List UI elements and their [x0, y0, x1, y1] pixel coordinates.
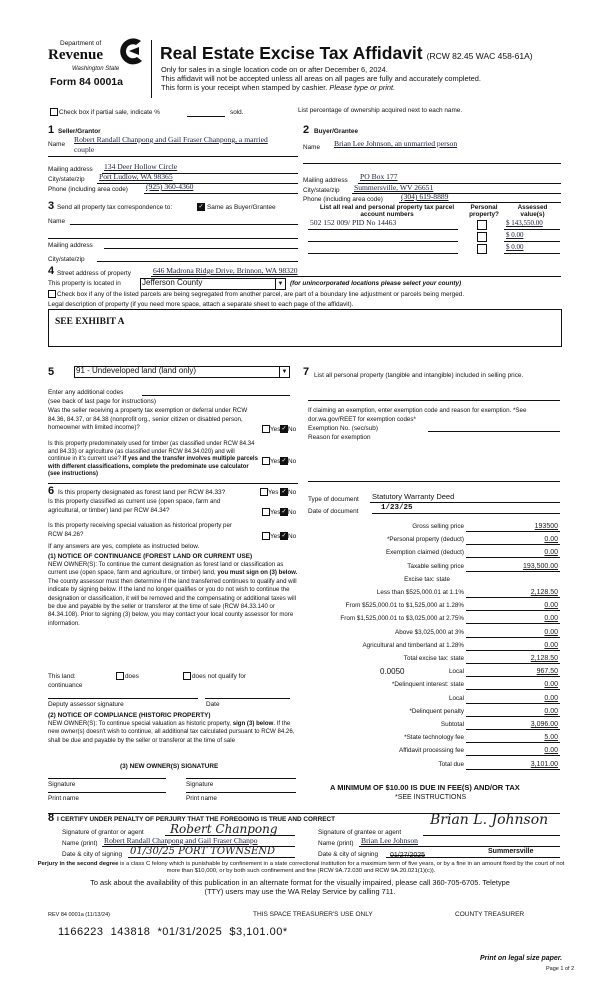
- legal-paper-note: Print on legal size paper.: [480, 955, 563, 962]
- tax-row-label: Taxable selling price: [407, 562, 464, 570]
- receipt-note: This form is your receipt when stamped by cashier.: [161, 83, 328, 92]
- perjury-text: is a class C felony which is punishable by confinement in a state correctional institution for a maximum term of five years, or by a fine in an amount fixed by the court of not more than $10,000, or by both such confinement and fine (RCW 9A.72.030 and RCW 9A.20.021(1)(c)).: [118, 861, 565, 874]
- same-as-buyer-label: Same as Buyer/Grantee: [207, 204, 276, 211]
- seller-name-label: Name: [48, 141, 66, 148]
- codes-label: Enter any additional codes: [48, 389, 124, 396]
- section-7-number: 7: [303, 366, 310, 378]
- partial-sale-percent-field[interactable]: [187, 116, 225, 117]
- yes-label: Yes: [268, 489, 279, 496]
- tax-row-line: [466, 703, 560, 704]
- chevron-down-icon[interactable]: ▼: [275, 279, 285, 289]
- doc-date[interactable]: 1/23/25: [381, 504, 413, 512]
- deputy-label: Deputy assessor signature: [48, 701, 124, 708]
- section-2-number: 2: [303, 124, 310, 136]
- tax-row-line: [466, 689, 560, 690]
- tax-row-value[interactable]: 5.00: [544, 734, 558, 742]
- tax-row-label: Affidavit processing fee: [399, 747, 464, 755]
- parcel-number[interactable]: 502 152 009/ PID No 14463: [310, 218, 397, 227]
- tax-row-line: [466, 769, 560, 770]
- exemption-reason-label: Reason for exemption: [308, 434, 371, 441]
- tax-row-value[interactable]: 2,128.50: [530, 589, 558, 596]
- doc-date-label: Date of document: [308, 508, 359, 515]
- seller-heading: Seller/Grantor: [58, 128, 101, 135]
- assessed-value-line: [504, 229, 560, 230]
- tax-row-value[interactable]: 0.00: [544, 602, 558, 610]
- doc-type-label: Type of document: [308, 496, 359, 503]
- tax-row-label: *Personal property (deduct): [386, 536, 464, 544]
- forest-yes-checkbox[interactable]: [260, 488, 268, 496]
- personal-property-field[interactable]: [308, 400, 560, 401]
- tax-row-label: *Delinquent penalty: [409, 707, 464, 715]
- tax-row-value[interactable]: 0.00: [544, 536, 558, 544]
- tax-row-line: [466, 597, 560, 598]
- deputy-date-label: Date: [206, 701, 220, 708]
- partial-sale-checkbox[interactable]: [50, 108, 58, 116]
- does-not-checkbox[interactable]: [183, 672, 191, 680]
- tax-row-label: Local: [448, 694, 464, 702]
- page-title: Real Estate Excise Tax Affidavit: [160, 43, 423, 63]
- tax-row-value[interactable]: 967.50: [536, 668, 558, 676]
- doc-type[interactable]: Statutory Warranty Deed: [372, 492, 455, 501]
- partial-sale-suffix: sold.: [230, 109, 244, 116]
- seller-city-line: [97, 183, 298, 184]
- tax-section-label: Excise tax: state: [404, 575, 450, 583]
- personal-property-checkbox[interactable]: [477, 220, 487, 230]
- codes-note: (see back of last page for instructions): [48, 398, 156, 405]
- dept-name: Revenue: [48, 47, 103, 63]
- section-6-number: 6: [48, 485, 55, 497]
- segregated-label: Check box if any of the listed parcels are being segregated from another parcel, are part of a boundary line adjustment or parcels being merged.: [57, 291, 465, 298]
- tax-row-label: Subtotal: [440, 721, 464, 728]
- tax-row-label: *Delinquent interest: state: [391, 681, 464, 689]
- seller-mail[interactable]: 134 Deer Hollow Circle: [104, 162, 178, 171]
- grantor-date-line: [128, 857, 295, 858]
- tax-row-label: From $525,000.01 to $1,525,000 at 1.28%: [345, 602, 464, 610]
- exemption-yes-checkbox[interactable]: [262, 425, 270, 433]
- tax-row-value[interactable]: 0.00: [544, 747, 558, 755]
- yes-label: Yes: [270, 509, 281, 516]
- q-current-use: Is this property classified as current use (open space, farm and agricultural, or timber) land per RCW 84.34?: [48, 498, 221, 514]
- tax-row-line: [466, 716, 560, 717]
- buyer-mail[interactable]: PO Box 177: [360, 172, 398, 181]
- seller-city-label: City/state/zip: [48, 176, 85, 183]
- minimum-due-note: A MINIMUM OF $10.00 IS DUE IN FEE(S) AND/OR TAX: [330, 783, 520, 792]
- buyer-name-line: [303, 163, 561, 164]
- new-owner-signature-title: (3) NEW OWNER(S) SIGNATURE: [120, 763, 219, 770]
- no-label: No: [288, 509, 297, 516]
- yes-label: Yes: [270, 533, 281, 540]
- segregated-checkbox[interactable]: [48, 290, 56, 298]
- assessed-value[interactable]: $ 0.00: [506, 243, 524, 251]
- subtitle-2: This affidavit will not be accepted unless all areas on all pages are fully and accurately completed.: [161, 74, 481, 83]
- grantee-city[interactable]: Summersville: [488, 848, 534, 855]
- tax-row-value[interactable]: 2,128.50: [530, 655, 558, 662]
- q-timber: [48, 441, 258, 479]
- dor-logo-icon: [115, 37, 145, 65]
- historical-yes-checkbox[interactable]: [262, 532, 270, 540]
- grantee-name-label: Name (print): [318, 840, 354, 847]
- section-4-number: 4: [48, 265, 55, 277]
- n2-a: NEW OWNER(S): To continue special valuation as historic property,: [48, 720, 231, 727]
- continuance-label: continuance: [48, 682, 83, 689]
- treasurer-receipt-stamp: 1166223 143818 *01/31/2025 $3,101.00*: [58, 926, 288, 938]
- section-8-number: 8: [48, 812, 55, 824]
- buyer-heading: Buyer/Grantee: [314, 128, 359, 135]
- section-1-number: 1: [48, 124, 55, 136]
- tax-row-line: [466, 557, 560, 558]
- land-use-select[interactable]: [74, 366, 290, 378]
- seller-name-line: [48, 156, 298, 157]
- seller-phone-label: Phone (including area code): [48, 186, 128, 193]
- notice-continuance-text: [48, 561, 303, 628]
- grantor-name-label: Name (print): [62, 840, 98, 847]
- tax-row-value[interactable]: 0.00: [544, 628, 558, 636]
- tax-row-value[interactable]: 0.00: [544, 694, 558, 702]
- seller-name-cont[interactable]: couple: [74, 145, 95, 154]
- property-street[interactable]: 646 Madrona Ridge Drive, Brinnon, WA 98320: [153, 266, 298, 275]
- grantee-name-line: [359, 846, 560, 847]
- section-divider: [48, 483, 298, 484]
- n2-c: . If the new owner(s) doesn't wish to continue, all additional tax calculated pursuant to RCW 84.26, shall be due and payable by the seller or transferor at the time of sale: [48, 720, 295, 744]
- n1-b: you must sign on (3) below.: [217, 569, 298, 577]
- perjury-notice: [36, 861, 566, 875]
- tax-row-label: Exemption claimed (deduct): [385, 549, 464, 557]
- tax-row-label: Agricultural and timberland at 1.28%: [362, 641, 464, 649]
- tax-row-line: [466, 531, 560, 532]
- buyer-phone[interactable]: (304) 619-8889: [401, 192, 449, 201]
- corr-name-line2: [48, 238, 298, 239]
- see-instructions: *SEE INSTRUCTIONS: [395, 794, 467, 801]
- subtitle-1: Only for sales in a single location code on or after December 6, 2024.: [161, 65, 388, 74]
- no-label: No: [288, 533, 297, 540]
- correspondence-label: Send all property tax correspondence to:: [57, 204, 173, 211]
- legal-label: Legal description of property (if you need more space, attach a separate sheet to each page of the affidavit).: [48, 301, 354, 308]
- county-value: Jefferson County: [142, 278, 203, 287]
- section-3-number: 3: [48, 200, 55, 212]
- dept-line1: Department of: [60, 40, 102, 47]
- seller-phone[interactable]: (925) 360-4360: [146, 182, 194, 191]
- personal-col-header: Personal property?: [469, 204, 499, 219]
- parcel-number-line: [308, 253, 458, 254]
- grantee-date[interactable]: 01/27/2025: [390, 852, 426, 859]
- seller-mail-label: Mailing address: [48, 166, 93, 173]
- owner2-signature-field[interactable]: [186, 778, 296, 779]
- n1-a: NEW OWNER(S): To continue the current designation as forest land or classification as current use (open space, farm and agriculture, or timber) land,: [48, 561, 284, 577]
- tax-row-line: [466, 742, 560, 743]
- tax-row-label: Local: [448, 668, 464, 676]
- tax-row-line: [466, 650, 560, 651]
- no-label: No: [288, 426, 297, 433]
- q-historical: Is this property receiving special valuation as historical property per RCW 84.26?: [48, 522, 232, 538]
- does-checkbox[interactable]: [116, 672, 124, 680]
- parcel-number-line: [308, 241, 458, 242]
- print-name-label: Print name: [48, 795, 79, 802]
- form-number: Form 84 0001a: [50, 76, 123, 88]
- corr-name-field[interactable]: [70, 224, 298, 225]
- tax-row-value[interactable]: 0.00: [544, 549, 558, 557]
- tax-row-line: [466, 610, 560, 611]
- tax-row-line: [466, 755, 560, 756]
- owner1-print-field[interactable]: [48, 792, 166, 793]
- timber-yes-checkbox[interactable]: [262, 457, 270, 465]
- legal-description-box[interactable]: [48, 309, 562, 347]
- tax-row-label: Gross selling price: [412, 523, 464, 530]
- buyer-mail-label: Mailing address: [303, 177, 348, 184]
- yes-label: Yes: [270, 458, 281, 465]
- current-use-no-checkbox[interactable]: ✓: [281, 509, 287, 515]
- grantor-date-label: Date & city of signing: [62, 851, 123, 858]
- grantor-signature[interactable]: Robert Chanpong: [170, 822, 278, 836]
- corr-city-label: City/state/zip: [48, 256, 85, 263]
- seller-city[interactable]: Port Ludlow, WA 98365: [99, 172, 173, 181]
- tax-row-value[interactable]: 0.00: [544, 641, 558, 649]
- timber-no-checkbox[interactable]: ✓: [281, 458, 287, 464]
- this-land-label: This land:: [48, 673, 76, 680]
- page-number: Page 1 of 2: [546, 966, 575, 972]
- grantee-sig-label: Signature of grantee or agent: [318, 829, 402, 836]
- street-line: [151, 276, 561, 277]
- assessed-value[interactable]: $ 0.00: [506, 231, 524, 239]
- tax-row-label: Total due: [438, 760, 464, 768]
- if-yes-note: If any answers are yes, complete as instructed below.: [48, 543, 200, 550]
- tax-row-value[interactable]: 3,101.00: [530, 760, 558, 768]
- revision-code: REV 84 0001a (11/13/24): [48, 912, 110, 918]
- assessed-value-line: [504, 253, 560, 254]
- doc-date-line: [372, 513, 560, 514]
- exemption-note: If claiming an exemption, enter exemption code and reason for exemption. *See dor.wa.gov/REET for exemption codes*: [308, 407, 527, 423]
- grantee-name[interactable]: Brian Lee Johnson: [361, 836, 418, 845]
- does-not-label: does not qualify for: [192, 673, 246, 680]
- tax-row-label: *State technology fee: [404, 734, 464, 742]
- tax-row-label: Above $3,025,000 at 3%: [395, 628, 464, 636]
- owner2-print-field[interactable]: [186, 792, 296, 793]
- q-forest: Is this property designated as forest land per RCW 84.33?: [58, 489, 226, 496]
- tax-row-value[interactable]: 193,500.00: [522, 562, 558, 570]
- tax-row-value[interactable]: 193500: [534, 523, 558, 530]
- grantor-sig-label: Signature of grantor or agent: [62, 829, 144, 836]
- perjury-bold: Perjury in the second degree: [37, 861, 119, 867]
- tax-row-label: Less than $525,000.01 at 1.1%: [376, 589, 464, 596]
- buyer-name-label: Name: [303, 144, 321, 151]
- notice-compliance-title: (2) NOTICE OF COMPLIANCE (HISTORIC PROPERTY): [48, 712, 211, 719]
- grantee-sig-line: [423, 835, 560, 836]
- tax-row-line: [466, 729, 560, 730]
- tax-row-line: [466, 544, 560, 545]
- tax-row-value[interactable]: 0.00: [544, 681, 558, 689]
- personal-property-checkbox[interactable]: [477, 232, 487, 242]
- current-use-yes-checkbox[interactable]: [262, 508, 270, 516]
- q-timber-bold: If yes and the transfer involves multiple parcels with different classifications, complete the predominate use calculator (see instructions): [48, 456, 258, 478]
- notice-compliance-text: [48, 720, 303, 745]
- parcel-number-line: [308, 229, 458, 230]
- personal-property-label: List all personal property (tangible and intangible) included in selling price.: [314, 372, 524, 379]
- doc-type-line: [370, 502, 560, 503]
- title-row: [160, 44, 533, 63]
- seller-phone-line: [144, 193, 298, 194]
- parcel-col-header: List all real and personal property tax parcel account numbers: [319, 204, 455, 219]
- historical-no-checkbox[interactable]: ✓: [281, 533, 287, 539]
- tax-row-value[interactable]: 0.00: [544, 707, 558, 715]
- personal-property-checkbox[interactable]: [477, 244, 487, 254]
- section-5-number: 5: [48, 366, 55, 378]
- yes-label: Yes: [270, 426, 281, 433]
- tax-row-line: [466, 571, 560, 572]
- grantee-date-label: Date & city of signing: [318, 851, 379, 858]
- notice-continuance-title: (1) NOTICE OF CONTINUANCE (FOREST LAND OR CURRENT USE): [48, 553, 253, 560]
- deputy-date-field[interactable]: [205, 698, 290, 699]
- county-note: (for unincorporated locations please select your county): [290, 280, 462, 287]
- print-name-label: Print name: [186, 795, 217, 802]
- buyer-city-label: City/state/zip: [303, 187, 340, 194]
- buyer-city-line: [352, 193, 561, 194]
- signature-label: Signature: [48, 781, 76, 788]
- corr-city-field[interactable]: [97, 261, 298, 262]
- exemption-reason-field[interactable]: [308, 481, 560, 482]
- tax-row-line: [466, 637, 560, 638]
- forest-no-checkbox[interactable]: ✓: [281, 489, 287, 495]
- buyer-city[interactable]: Summersville, WV 26651: [354, 183, 434, 192]
- chevron-down-icon[interactable]: ▼: [279, 367, 289, 377]
- buyer-name[interactable]: Brian Lee Johnson, an unmarried person: [334, 139, 458, 148]
- assessed-value[interactable]: $ 143,550.00: [506, 219, 543, 227]
- tax-row-label: Total excise tax: state: [403, 655, 464, 662]
- tax-row-line: [466, 623, 560, 624]
- legal-description: SEE EXHIBIT A: [55, 317, 125, 327]
- accessibility-note-1: To ask about the availability of this publication in an alternate format for the visually impaired, please call 360-705-6705. Teletype: [90, 878, 510, 887]
- corr-name-label: Name: [48, 218, 66, 225]
- exemption-no-field[interactable]: [428, 431, 560, 432]
- tax-row-value[interactable]: 0.00: [544, 615, 558, 623]
- tax-row-line: [466, 663, 560, 664]
- tax-row-label: From $1,525,000.01 to $3,025,000 at 2.75%: [340, 615, 464, 623]
- exemption-no-label: Exemption No. (sec/sub): [308, 425, 378, 432]
- signature-label: Signature: [186, 781, 214, 788]
- land-use-value: 91 - Undeveloped land (land only): [76, 366, 197, 375]
- located-label: This property is located in: [48, 280, 121, 287]
- q-exemption: Was the seller receiving a property tax exemption or deferral under RCW 84.36, 84.37, or 84.38 (nonprofit org., senior citizen or disabled person, homeowner with limited income)?: [48, 407, 248, 432]
- treasurer-use-only: THIS SPACE TREASURER'S USE ONLY: [253, 911, 373, 918]
- accessibility-note-2: (TTY) users may use the WA Relay Service by calling 711.: [204, 887, 396, 896]
- corr-mail-field[interactable]: [104, 248, 298, 249]
- street-label: Street address of property: [57, 270, 131, 277]
- same-as-buyer-checkbox[interactable]: ✓: [198, 204, 204, 210]
- owner1-signature-field[interactable]: [48, 778, 166, 779]
- tax-row-line: [466, 676, 560, 677]
- n2-b: sign (3) below: [232, 720, 274, 727]
- additional-codes-field[interactable]: [142, 395, 290, 396]
- q-timber-text: Is this property predominately used for timber (as classified under RCW 84.34 and 84.33) or agriculture (as classified under RCW 84.34.020) and will continue in it's current use?: [48, 441, 255, 463]
- no-label: No: [288, 489, 297, 496]
- grantor-name[interactable]: Robert Randall Chanpong and Gail Fraser Chanpo: [104, 836, 258, 845]
- type-or-print-note: Please type or print.: [329, 83, 396, 92]
- corr-mail-label: Mailing address: [48, 242, 93, 249]
- no-label: No: [288, 458, 297, 465]
- seller-name[interactable]: Robert Randall Chanpong and Gail Fraser Chanpong, a married: [74, 135, 268, 144]
- buyer-phone-line: [399, 202, 561, 203]
- buyer-phone-label: Phone (including area code): [303, 196, 383, 203]
- dept-state: Washington State: [72, 66, 120, 72]
- grantee-date-line: [386, 857, 560, 858]
- n1-c: The county assessor must then determine if the land transferred continues to qualify and will indicate by signing below. If the land no longer qualifies or you do not wish to continue the designation or classification, it will be removed and the compensating or additional taxes will be due and payable by the seller or transferor at the time of sale (RCW 84.33.140 or 84.34.108). Prior to signing (3) below, you may contact your local county assessor for more information.: [48, 577, 297, 627]
- partial-sale-label: Check box if partial sale, indicate %: [59, 109, 160, 116]
- ownership-note: List percentage of ownership acquired next to each name.: [298, 107, 463, 114]
- county-treasurer: COUNTY TREASURER: [455, 911, 525, 918]
- header-divider: [151, 40, 152, 98]
- grantee-signature[interactable]: Brian L. Johnson: [430, 812, 549, 828]
- tax-row-value[interactable]: 3,096.00: [530, 721, 558, 728]
- deputy-signature-field[interactable]: [48, 698, 198, 699]
- title-ref: (RCW 82.45 WAC 458-61A): [426, 51, 533, 61]
- assessed-col-header: Assessed value(s): [517, 204, 548, 219]
- exemption-no-checkbox[interactable]: ✓: [281, 426, 287, 432]
- does-label: does: [125, 673, 139, 680]
- subtitle-3: [161, 84, 395, 92]
- grantor-date-city[interactable]: 01/30/25 PORT TOWNSEND: [130, 846, 276, 857]
- local-tax-rate: 0.0050: [380, 667, 405, 677]
- county-select[interactable]: [140, 278, 286, 290]
- certify-statement: I CERTIFY UNDER PENALTY OF PERJURY THAT THE FOREGOING IS TRUE AND CORRECT: [57, 816, 336, 823]
- assessed-value-line: [504, 241, 560, 242]
